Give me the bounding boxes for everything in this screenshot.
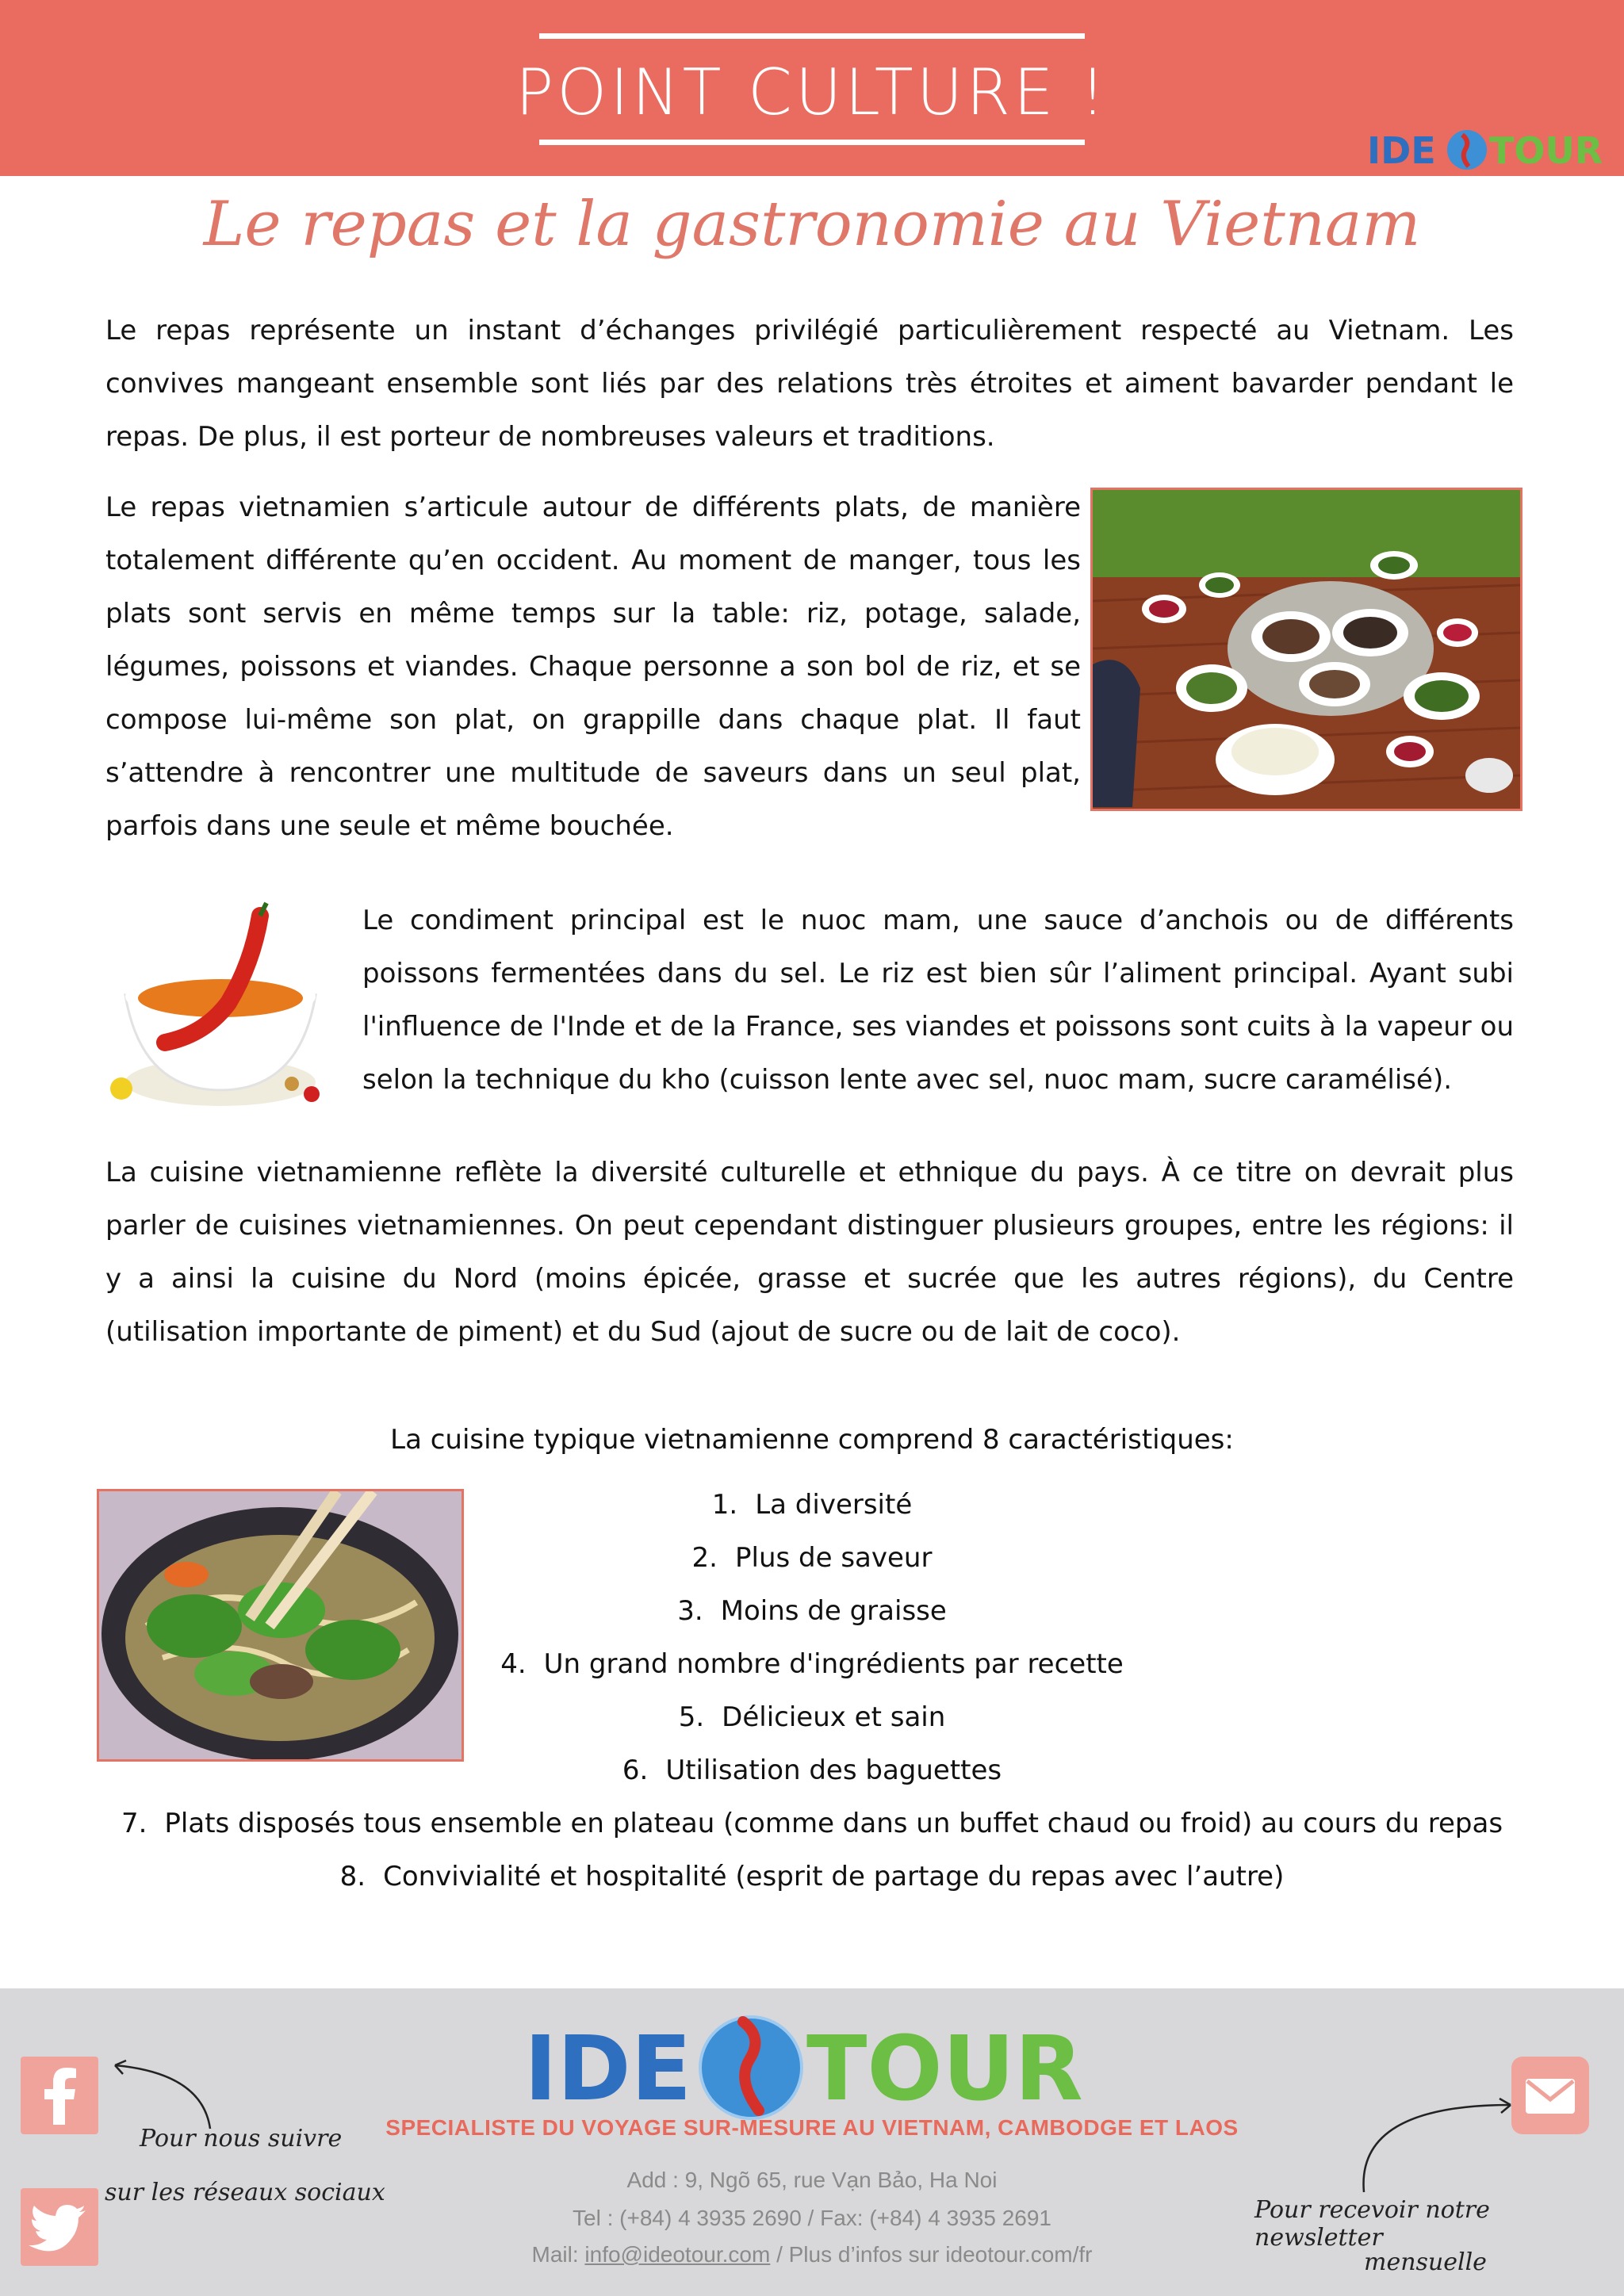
footer-address: Add : 9, Ngõ 65, rue Vạn Bảo, Ha Noi: [626, 2168, 998, 2192]
list-item: 3. Moins de graisse: [677, 1595, 947, 1627]
list-item: 2. Plus de saveur: [691, 1542, 933, 1574]
newsletter-text-line1: Pour recevoir notre newsletter: [1254, 2196, 1490, 2252]
svg-text:IDE: IDE: [524, 2018, 692, 2121]
paragraph-meal: Le repas vietnamien s’articule autour de différents plats, de manière totalement différente qu’en occident. Au moment de manger, tous les plats sont servis en même temps sur la table: riz, potage, salade, légumes, poissons et viandes. Chaque personne a son bol de riz, et se compose lui-même son plat, on grappille dans chaque plat. Il faut s’attendre à rencontrer une multitude de saveurs dans un seul plat, parfois dans une seule et même bouchée.: [105, 492, 1081, 842]
svg-text:TOUR: TOUR: [806, 2018, 1083, 2121]
svg-text:IDE: IDE: [1367, 129, 1436, 172]
footer-tagline: SPECIALISTE DU VOYAGE SUR-MESURE AU VIETNAM, CAMBODGE ET LAOS: [385, 2115, 1239, 2140]
characteristics-intro: La cuisine typique vietnamienne comprend 8 caractéristiques:: [390, 1424, 1234, 1456]
list-item: 1. La diversité: [711, 1489, 913, 1521]
header-title: POINT CULTURE !: [515, 55, 1109, 129]
follow-text-line2: sur les réseaux sociaux: [105, 2179, 385, 2206]
paragraph-intro: Le repas représente un instant d’échanges privilégié particulièrement respecté au Vietnam. Les convives mangeant ensemble sont liés par des relations très étroites et aiment bavarder pendant le repas. De plus, il est porteur de nombreuses valeurs et traditions.: [105, 315, 1514, 453]
header-rule-bottom: [539, 140, 1085, 145]
footer-mail-line: [0, 2242, 1624, 2267]
page-title: Le repas et la gastronomie au Vietnam: [203, 189, 1421, 260]
ideotour-logo-small: [1364, 124, 1618, 173]
follow-text-line1: Pour nous suivre: [140, 2125, 343, 2152]
paragraph-condiment: Le condiment principal est le nuoc mam, une sauce d’anchois ou de différents poissons fermentées dans du sel. Le riz est bien sûr l’aliment principal. Ayant subi l'influence de l'Inde et de la France, ses viandes et poissons sont cuits à la vapeur ou selon la technique du kho (cuisson lente avec sel, nuoc mam, sucre caramélisé).: [362, 905, 1514, 1096]
svg-text:TOUR: TOUR: [1489, 129, 1603, 172]
more-info-text: / Plus d’infos sur ideotour.com/fr: [770, 2242, 1093, 2267]
sauce-bowl-chili-image: [102, 900, 339, 1115]
mail-link[interactable]: info@ideotour.com: [584, 2242, 771, 2267]
paragraph-diversity: La cuisine vietnamienne reflète la diversité culturelle et ethnique du pays. À ce titre on devrait plus parler de cuisines vietnamiennes. On peut cependant distinguer plusieurs groupes, entre les régions: il y a ainsi la cuisine du Nord (moins épicée, grasse et sucrée que les autres régions), du Centre (utilisation importante de piment) et du Sud (ajout de sucre ou de lait de coco).: [105, 1157, 1514, 1348]
photo-table-dishes: [1090, 488, 1522, 811]
list-item: 5. Délicieux et sain: [678, 1701, 946, 1733]
list-item: 7. Plats disposés tous ensemble en plateau (comme dans un buffet chaud ou froid) au cours du repas: [121, 1808, 1503, 1839]
footer-phone: Tel : (+84) 4 3935 2690 / Fax: (+84) 4 3935 2691: [573, 2206, 1051, 2230]
header-rule-top: [539, 33, 1085, 39]
ideotour-logo: [519, 2004, 1106, 2123]
list-item: 8. Convivialité et hospitalité (esprit de partage du repas avec l’autre): [339, 1861, 1285, 1892]
list-item: 6. Utilisation des baguettes: [622, 1755, 1002, 1786]
list-item: 4. Un grand nombre d'ingrédients par recette: [500, 1648, 1124, 1680]
newsletter-text-line2: mensuelle: [1364, 2248, 1487, 2276]
mail-label: Mail:: [531, 2242, 585, 2267]
